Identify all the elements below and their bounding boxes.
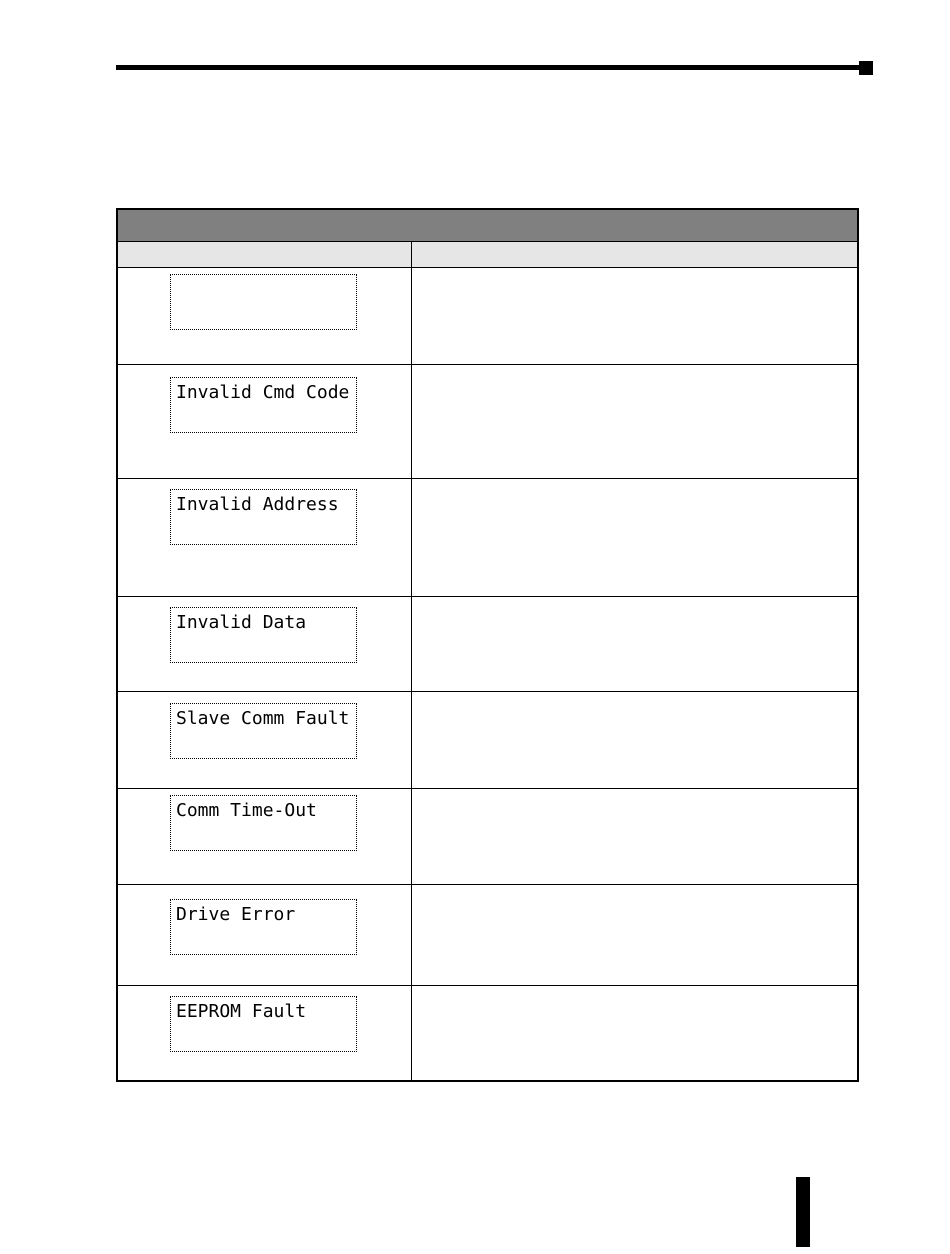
lcd-text: Comm Time-Out [176,800,317,821]
lcd-text: EEPROM Fault [176,1001,307,1022]
page-edge-tab [796,1177,810,1247]
table-row [118,597,857,692]
lcd-text: Invalid Cmd Code [176,382,350,403]
table-header-row [118,242,857,268]
lcd-display [170,899,357,955]
lcd-display [170,703,357,759]
top-rule [116,65,861,70]
lcd-text: Invalid Address [176,494,339,515]
lcd-display [170,377,357,433]
table-row [118,986,857,1082]
lcd-text: Drive Error [176,904,296,925]
table-row [118,692,857,789]
lcd-display [170,795,357,851]
lcd-text: Slave Comm Fault [176,708,350,729]
lcd-display [170,274,357,330]
header-description-column [412,242,857,267]
table-row [118,885,857,986]
table-row [118,365,857,479]
table-row [118,789,857,885]
lcd-display [170,489,357,545]
table-row [118,268,857,365]
table-row [118,479,857,597]
top-rule-marker [859,61,873,75]
table-title-bar [118,210,857,242]
header-display-column [118,242,411,267]
error-message-table [116,208,859,1082]
lcd-display [170,607,357,663]
lcd-display [170,996,357,1052]
lcd-text: Invalid Data [176,612,307,633]
